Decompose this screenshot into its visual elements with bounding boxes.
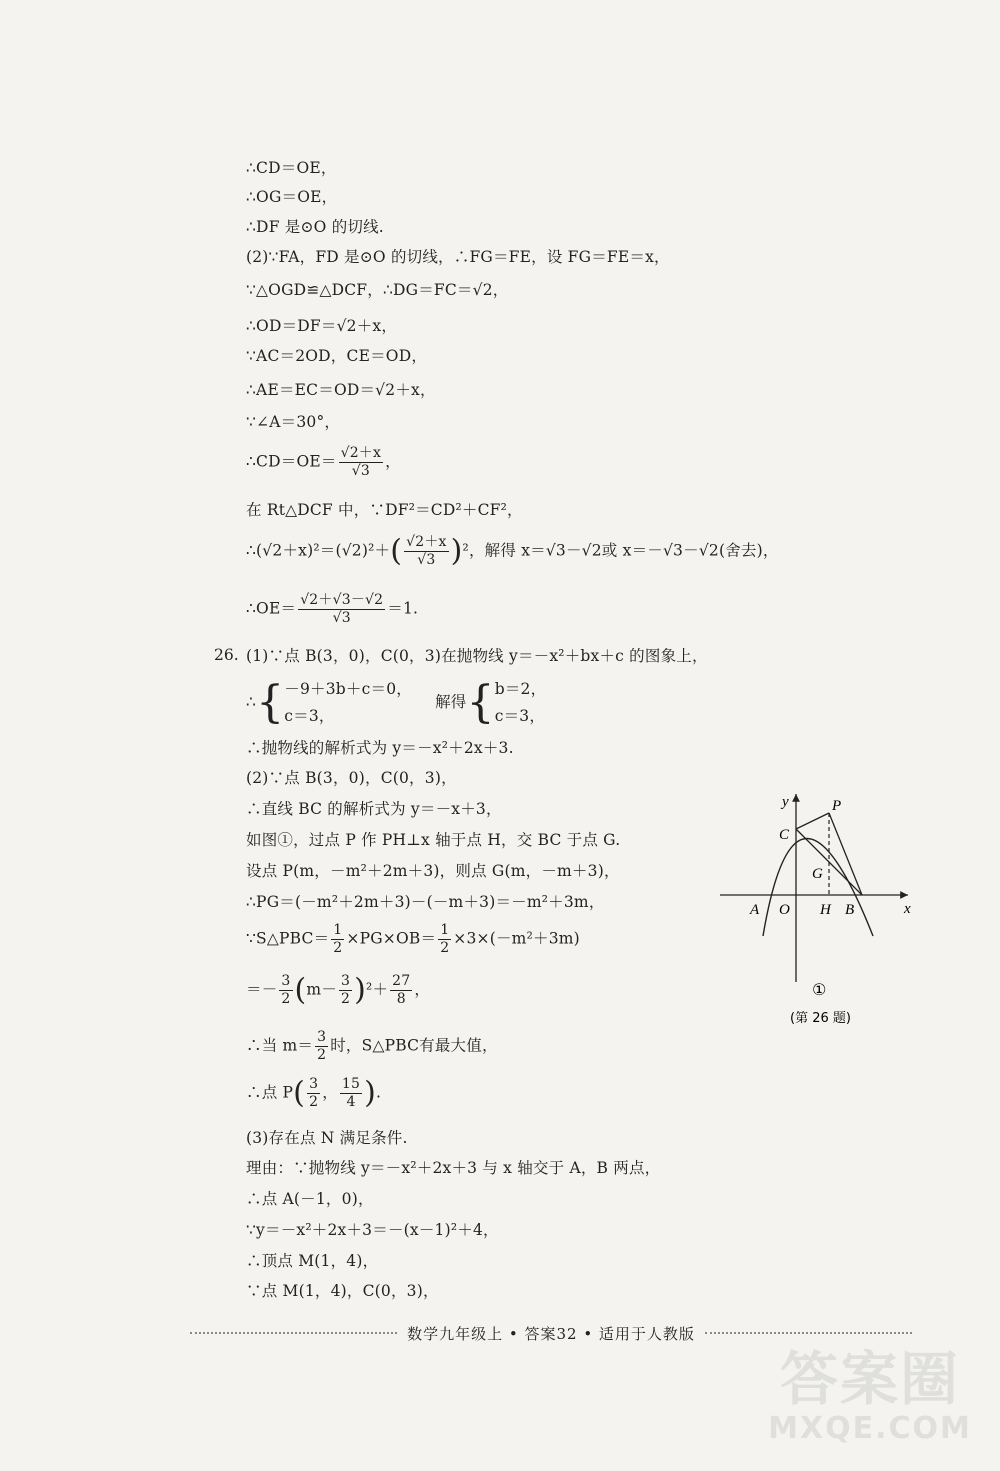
denominator: 2 (333, 940, 343, 956)
fraction (339, 445, 384, 480)
text-line: ∴OD＝DF＝√2＋x， (246, 317, 398, 335)
label-h: H (820, 902, 831, 918)
math-text: ∴(√2＋x)²＝(√2)²＋ (246, 541, 391, 560)
equation-row: c＝3， (494, 707, 546, 725)
page-footer (190, 1322, 912, 1344)
denominator: 8 (396, 991, 406, 1007)
label-x: x (904, 901, 911, 917)
parabola-curve (763, 839, 873, 937)
numerator: √2＋x (340, 445, 382, 461)
segment-pc (796, 813, 829, 829)
footer-divider (190, 1332, 397, 1334)
math-text: ∴CD＝OE＝ (246, 452, 337, 471)
fraction (438, 922, 451, 957)
math-text: ×PG×OB＝ (346, 929, 437, 948)
equation-row: c＝3， (284, 707, 335, 725)
text-line: (1)∵点 B(3，0)，C(0，3)在抛物线 y＝－x²＋bx＋c 的图象上， (246, 647, 708, 665)
parabola-figure (712, 786, 922, 1038)
text-line: ∵点 M(1，4)，C(0，3)， (246, 1282, 439, 1300)
equation-system (284, 676, 412, 730)
fraction (340, 1076, 362, 1111)
watermark-url: MXQE.COM (768, 1411, 972, 1446)
numerator: 3 (317, 1029, 327, 1045)
numerator: 15 (341, 1076, 361, 1092)
fraction (307, 1076, 320, 1111)
paren: ( (293, 1075, 306, 1111)
text-line: 理由：∵抛物线 y＝－x²＋2x＋3 与 x 轴交于 A，B 两点， (246, 1159, 661, 1177)
math-text: ∴OE＝ (246, 599, 297, 618)
text-line: ∵∠A＝30°， (246, 413, 341, 431)
math-line (246, 1029, 498, 1064)
text-line: ∴顶点 M(1，4)， (246, 1252, 379, 1270)
numerator: √2＋√3－√2 (300, 592, 384, 608)
denominator: √3 (417, 552, 436, 568)
paren: ( (390, 533, 403, 569)
math-text: ×3×(－m²＋3m) (453, 929, 580, 948)
text-line: (2)∵点 B(3，0)，C(0，3)， (246, 769, 457, 787)
label-g: G (812, 866, 823, 882)
footer-divider (705, 1332, 912, 1334)
math-text: ， (414, 980, 431, 999)
math-text: ∴点 P (246, 1083, 294, 1102)
brace: { (256, 677, 285, 728)
footer-text: 数学九年级上 • 答案32 • 适用于人教版 (407, 1324, 695, 1343)
figure-svg (712, 786, 922, 1038)
equation-row: b＝2， (494, 680, 547, 698)
text-line: (3)存在点 N 满足条件. (246, 1129, 408, 1147)
equation-system (495, 676, 547, 730)
denominator: 2 (309, 1094, 319, 1110)
equation-row: －9＋3b＋c＝0， (284, 680, 412, 698)
fraction (331, 922, 344, 957)
text-line: 设点 P(m，－m²＋2m＋3)，则点 G(m，－m＋3)， (246, 862, 620, 880)
math-text: ， (385, 452, 401, 471)
paren: ) (354, 972, 367, 1008)
denominator: 2 (341, 991, 351, 1007)
fraction (390, 973, 412, 1008)
math-line (246, 445, 401, 480)
text-line: ∴AE＝EC＝OD＝√2＋x， (246, 381, 436, 399)
label-y: y (782, 794, 789, 810)
label-c: C (779, 827, 790, 843)
fraction (339, 973, 352, 1008)
denominator: 2 (281, 991, 291, 1007)
watermark-title: 答案圈 (779, 1345, 960, 1413)
text-line: ∴直线 BC 的解析式为 y＝－x＋3， (246, 800, 502, 818)
math-text: ＝－ (246, 980, 278, 999)
numerator: 3 (281, 973, 291, 989)
fraction (298, 592, 385, 627)
numerator: √2＋x (406, 534, 447, 550)
text-line: ∴DF 是⊙O 的切线. (246, 218, 384, 236)
watermark-logo (760, 1347, 980, 1457)
label-b: B (845, 902, 855, 918)
numerator: 3 (309, 1076, 319, 1092)
denominator: √3 (332, 610, 351, 626)
math-line (246, 973, 430, 1008)
text-line: 如图①，过点 P 作 PH⊥x 轴于点 H，交 BC 于点 G. (246, 831, 621, 849)
paren: ) (364, 1075, 377, 1111)
text-line: ∴抛物线的解析式为 y＝－x²＋2x＋3. (246, 739, 514, 757)
figure-caption: (第 26 题) (790, 1011, 851, 1026)
text-line: ∴点 A(－1，0)， (246, 1190, 374, 1208)
question-number: 26. (214, 646, 239, 664)
math-line (246, 592, 418, 627)
text-line: ∴CD＝OE， (246, 159, 337, 177)
math-text: ²＋ (366, 980, 389, 999)
math-text: ∴当 m＝ (246, 1036, 314, 1055)
math-text: ∵S△PBC＝ (246, 929, 330, 948)
text-line: (2)∵FA，FD 是⊙O 的切线，∴FG＝FE，设 FG＝FE＝x， (246, 248, 670, 266)
label-a: A (750, 902, 760, 918)
paren: ( (294, 972, 307, 1008)
paren: ) (450, 533, 463, 569)
text-line: ∴PG＝(－m²＋2m＋3)－(－m＋3)＝－m²＋3m， (246, 893, 605, 911)
label-p: P (832, 798, 842, 814)
text-line: ∵y＝－x²＋2x＋3＝－(x－1)²＋4， (246, 1221, 499, 1239)
denominator: √3 (351, 463, 370, 479)
figure-number: ① (812, 980, 827, 999)
numerator: 27 (392, 973, 411, 989)
numerator: 1 (333, 922, 343, 938)
text-line: ∴OG＝OE， (246, 188, 338, 206)
fraction (315, 1029, 328, 1064)
label-o: O (779, 902, 790, 918)
math-text: m－ (306, 980, 338, 999)
math-text: ∴ (246, 693, 257, 711)
text-line: ∵AC＝2OD，CE＝OD， (246, 347, 428, 365)
numerator: 1 (440, 922, 450, 938)
math-line (246, 676, 546, 730)
math-line (246, 922, 580, 957)
denominator: 4 (346, 1094, 356, 1110)
math-text: ＝1. (387, 599, 419, 618)
math-text: 时，S△PBC有最大值， (330, 1036, 498, 1055)
math-text: 解得 (435, 693, 467, 711)
denominator: 2 (317, 1047, 327, 1063)
math-text: . (376, 1083, 382, 1102)
math-line (246, 1076, 381, 1111)
text-line: 在 Rt△DCF 中，∵DF²＝CD²＋CF²， (246, 501, 523, 519)
text-line: ∵△OGD≌△DCF，∴DG＝FC＝√2， (246, 281, 509, 299)
numerator: 3 (341, 973, 351, 989)
fraction (279, 973, 292, 1008)
segment-pb (829, 813, 862, 895)
brace: { (466, 677, 495, 728)
fraction (404, 534, 449, 569)
math-text: ²，解得 x＝√3－√2或 x＝－√3－√2(舍去)， (462, 541, 779, 560)
math-text: ， (322, 1083, 338, 1102)
math-line (246, 534, 779, 569)
denominator: 2 (440, 940, 450, 956)
